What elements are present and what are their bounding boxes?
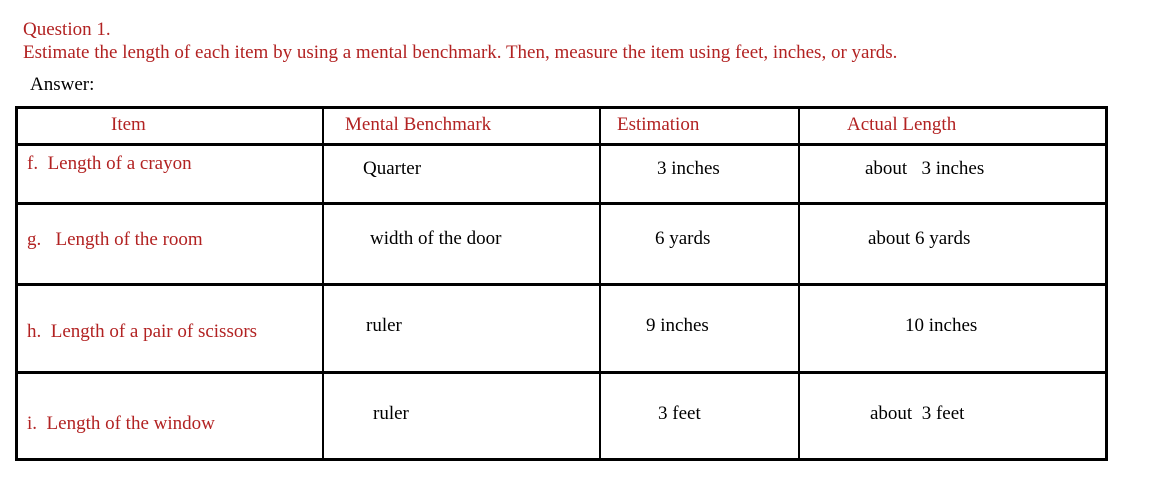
row-actual-length: about 3 feet xyxy=(870,403,965,424)
row-item: f. Length of a crayon xyxy=(27,153,192,174)
column-divider xyxy=(599,106,601,461)
question-title: Question 1. xyxy=(23,19,111,40)
answer-table xyxy=(15,106,1108,461)
row-estimation: 3 feet xyxy=(658,403,701,424)
row-estimation: 9 inches xyxy=(646,315,709,336)
question-text: Estimate the length of each item by using a mental benchmark. Then, measure the item using feet, inches, or yards. xyxy=(23,42,898,63)
row-benchmark: width of the door xyxy=(370,228,502,249)
row-item: h. Length of a pair of scissors xyxy=(27,321,258,342)
answer-label: Answer: xyxy=(30,74,95,95)
row-benchmark: Quarter xyxy=(363,158,422,179)
column-divider xyxy=(798,106,800,461)
row-divider xyxy=(15,371,1108,374)
row-actual-length: about 3 inches xyxy=(865,158,985,179)
header-actual-length: Actual Length xyxy=(847,114,957,135)
row-estimation: 6 yards xyxy=(655,228,711,249)
header-item: Item xyxy=(111,114,146,135)
row-divider xyxy=(15,283,1108,286)
row-estimation: 3 inches xyxy=(657,158,720,179)
row-actual-length: 10 inches xyxy=(905,315,978,336)
row-item: i. Length of the window xyxy=(27,413,215,434)
row-divider xyxy=(15,143,1108,146)
table-border-top xyxy=(15,106,1108,109)
row-divider xyxy=(15,202,1108,205)
row-item: g. Length of the room xyxy=(27,229,203,250)
table-border-bottom xyxy=(15,458,1108,461)
row-benchmark: ruler xyxy=(366,315,402,336)
row-benchmark: ruler xyxy=(373,403,409,424)
row-actual-length: about 6 yards xyxy=(868,228,971,249)
header-mental-benchmark: Mental Benchmark xyxy=(345,114,492,135)
column-divider xyxy=(322,106,324,461)
header-estimation: Estimation xyxy=(617,114,700,135)
